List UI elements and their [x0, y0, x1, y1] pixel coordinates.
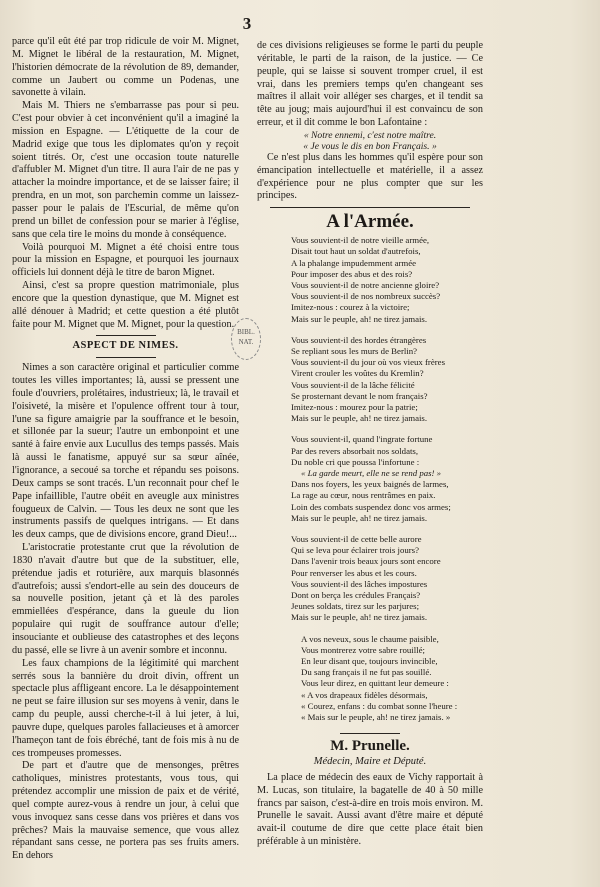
right-column: [257, 40, 483, 849]
poem-line: Jeunes soldats, tirez sur les parjures;: [291, 601, 420, 612]
poem-line: Vous souvient-il des hordes étrangères: [291, 334, 427, 345]
poem-line: Vous souvient-il de notre ancienne gloire?: [291, 279, 440, 290]
section-title: M. Prunelle.: [330, 738, 410, 755]
poem-line: Dont on berça les crédules Français?: [291, 590, 421, 601]
poem-line: « La garde meurt, elle ne se rend pas! »: [301, 467, 442, 478]
poem-line: Loin des combats suspendez donc vos armes;: [291, 501, 451, 512]
poem-line: Se prosternant devant le nom français?: [291, 390, 428, 401]
poem-line: Mais sur le peuple, ah! ne tirez jamais.: [291, 512, 428, 523]
poem-line: Par des revers absorbait nos soldats,: [291, 445, 419, 456]
paragraph: Ce n'est plus dans les hommes qu'il espère pour son émancipation intellectuelle et matérielle, il a assez d'expérience pour ne plus compter que sur les principes.: [257, 151, 483, 202]
library-stamp: BIBL. NAT.: [231, 318, 261, 360]
poem-line: Vous souvient-il des lâches impostures: [291, 578, 428, 589]
poem-line: Imitez-nous : mourez pour la patrie;: [291, 401, 418, 412]
paragraph: Voilà pourquoi M. Mignet a été choisi entre tous pour la mission en Espagne, et pourquoi les journaux officiels lui donnent déjà le titre de baron Mignet.: [12, 241, 239, 279]
poem-line: « A vos drapeaux fidèles désormais,: [301, 689, 428, 700]
divider: [96, 335, 156, 336]
poem-line: Mais sur le peuple, ah! ne tirez jamais.: [291, 313, 428, 324]
poem-stanza: [291, 434, 483, 524]
poem-line: Vous leur direz, en quittant leur demeure :: [301, 678, 449, 689]
quote-line: « Je vous le dis en bon Français. »: [303, 140, 437, 152]
poem-line: Pour imposer des abus et des rois?: [291, 268, 413, 279]
poem-line: Se repliant sous les murs de Berlin?: [291, 345, 418, 356]
left-column: [12, 36, 239, 863]
paragraph: Les faux champions de la légitimité qui marchent serrés sous la bannière du droit divin, offrent un spectacle plus affligeant encore. La le désappointement ne peut se faire illusion sur ses moyens à venir, dans le camp du peuple, aussi cherche-t-il à lui jeter, à lui, pauvre dupe, quelques paroles fallacieuses et à amorcer l'hameçon tant de fois ébréché, tant de fois mis à nu de ces trompeuses promesses.: [12, 657, 239, 759]
poem-line: Imitez-nous : courez à la victoire;: [291, 302, 410, 313]
poem-line: Qui se leva pour éclairer trois jours?: [291, 545, 419, 556]
poem-line: Vous souvient-il de notre vieille armée,: [291, 235, 430, 246]
poem-line: « Courez, enfans : du combat sonne l'heure :: [301, 700, 458, 711]
divider: [96, 357, 156, 358]
poem-stanza: [291, 335, 483, 425]
poem-line: En leur disant que, toujours invincible,: [301, 656, 438, 667]
section-subtitle: Médecin, Maire et Député.: [313, 756, 427, 768]
poem-line: Dans l'avenir trois beaux jours sont encore: [291, 556, 441, 567]
poem-line: Du sang français il ne fut pas souillé.: [301, 667, 432, 678]
poem-stanza: [291, 634, 483, 724]
poem-line: Vous souvient-il de nos nombreux succès?: [291, 291, 441, 302]
poem-line: Pour renverser les abus et les cours.: [291, 567, 417, 578]
poem-line: La rage au cœur, nous rentrâmes en paix.: [291, 490, 436, 501]
paragraph: Mais M. Thiers ne s'embarrasse pas pour si peu. C'est pour obvier à cet inconvénient qu'il a imaginé la mission en Espagne. — L'étiquette de la cour de Madrid exige que tous les diplomates qu'on y reçoit soient titrés. Or, c'est une occasion toute naturelle d'affubler M. Mignet d'un titre. Il aura l'air de ne pas y attacher la moindre importance, et de se laisser faire; il prendra, en un mot, son parchemin comme un laissez-passer pour le palais de l'Escurial, de même qu'on prend un billet de confession pour se marier à l'église, sans que cela tire le moins du monde à conséquence.: [12, 100, 239, 240]
quote-line: « Notre ennemi, c'est notre maître.: [303, 129, 437, 141]
poem-line: Disait tout haut un soldat d'autrefois,: [291, 246, 421, 257]
divider: [340, 733, 400, 734]
poem-stanza: [291, 534, 483, 624]
poem-line: « Mais sur le peuple, ah! ne tirez jamais. »: [301, 712, 451, 723]
paragraph: de ces divisions religieuses se forme le parti du peuple véritable, le parti de la raison, de la justice. — Ce peuple, qui se laisse si souvent tromper cruel, il est vrai, dans les premiers temps qu'en changeant ses maîtres il allait voir alléger ses charges, et il tendit sa tête au joug; mais aujourd'hui il est convaincu de son erreur, et il dit comme le bon Lafontaine :: [257, 40, 483, 129]
section-heading: ASPECT DE NIMES.: [72, 340, 179, 352]
paragraph: parce qu'il eût été par trop ridicule de voir M. Mignet, M. Mignet le libéral de la restauration, M. Mignet, l'historien démocrate de la révolution de 89, demander, comme un Jaubert ou comme un Podenas, une savonette à vilain.: [12, 36, 239, 99]
poem-line: Vous souvient-il du jour où vos vieux frères: [291, 357, 446, 368]
poem-line: Mais sur le peuple, ah! ne tirez jamais.: [291, 612, 428, 623]
poem-stanza: [291, 235, 483, 325]
divider: [270, 207, 470, 208]
poem-title: A l'Armée.: [326, 211, 414, 233]
poem-line: Vous souvient-il de la lâche félicité: [291, 379, 415, 390]
poem-line: Vous montrerez votre sabre rouillé;: [301, 644, 425, 655]
poem-line: Vous souvient-il de cette belle aurore: [291, 534, 422, 544]
page-number: 3: [242, 14, 252, 33]
poem-line: Virent crouler les voûtes du Kremlin?: [291, 368, 424, 379]
poem-line: Vous souvient-il, quand l'ingrate fortune: [291, 434, 433, 445]
paragraph: Nimes a son caractère original et particulier comme toutes les villes importantes; là, aussi se pressent une foule d'ouvriers, prolétaires, industrieux; là, le travail et l'oisiveté, la misère et l'opulence offrent tour à tour, l'une sa figure amaigrie par la souffrance et le besoin, et sillonée par la sueur; l'autre un embonpoint et une santé à faire envie aux Lucullus des temps passés. Mais là aussi le fanatisme, appuyé sur sa sœur aînée, l'ignorance, a secoué sa torche et répandu ses poisons. Deux camps se sont tracés. L'un reconnait pour chef le Pape infaillible, l'autre obéit en aveugle aux ministres fougueux de Calvin. — Tous les deux ne sont que les instruments passifs de quelques intrigans. — Et dans les deux camps, que de divisions encore, grand Dieu!...: [12, 362, 239, 541]
paragraph: L'aristocratie protestante crut que la révolution de 1830 n'avait d'autre but que de la substituer, elle, prétendue jadis et roturière, aux marquis blasonnés d'autrefois; aussi s'endort-elle au sein des douceurs de sa nouvelle position, jetant çà et là des paroles emmiellées d'espérance, dans la gueule du lion populaire qui rugit de souffrance autour d'elle; insouciante et oublieuse des catastrophes et des leçons du passé, elle se livre à un avenir sombre et inconnu.: [12, 542, 239, 656]
poem: [291, 235, 483, 723]
paragraph: De part et d'autre que de mensonges, prêtres catholiques, ministres protestants, vous tous, qui prétendez accomplir une mission de paix et de vérité, quel compte aurez-vous à rendre un jour, à celui que vous invoquez sans cesse dans vos prières et dans vos prêches? Mais la mauvaise semence, que vous allez répandant sans cesse, ne portera pas ses fruits amers. En dehors: [12, 760, 239, 862]
paragraph: La place de médecin des eaux de Vichy rapportait à M. Lucas, son titulaire, la bagatelle de 40 à 50 mille francs par saison, c'est-à-dire en trois mois environ. M. Prunelle le savait. Aussi avant d'être maire et député avait-il coutume de dire que cette place était bien préférable à un ministère.: [257, 771, 483, 848]
poem-line: Dans nos foyers, les yeux baignés de larmes,: [291, 479, 449, 490]
poem-line: Du noble cri que poussa l'infortune :: [291, 456, 420, 467]
poem-line: Mais sur le peuple, ah! ne tirez jamais.: [291, 413, 428, 424]
poem-line: A vos neveux, sous le chaume paisible,: [301, 633, 439, 644]
paragraph: Ainsi, c'est sa propre question matrimoniale, plus encore que la question dynastique, que M. Mignet est allé dénouer à Madrid; et cette question a été plutôt faite pour M. Mignet que M. Mignet, pour la question.: [12, 280, 239, 330]
poem-line: A la phalange impudemment armée: [291, 257, 417, 268]
